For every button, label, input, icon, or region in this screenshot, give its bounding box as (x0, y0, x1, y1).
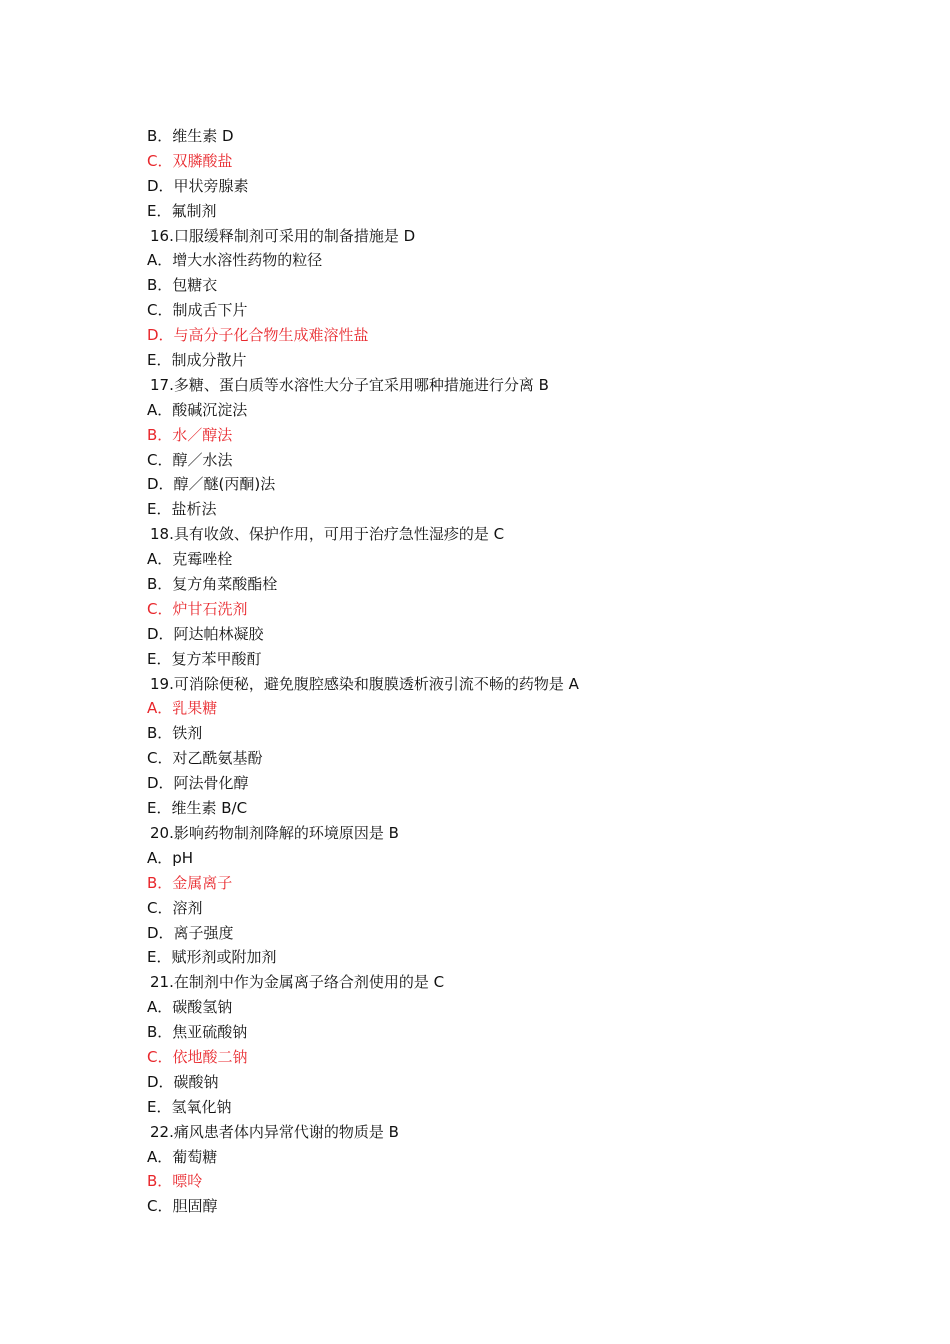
answer-option: E．氟制剂 (147, 201, 217, 220)
question-text: 16.口服缓释制剂可采用的制备措施是 D (150, 226, 416, 245)
correct-answer-option: C．依地酸二钠 (147, 1047, 248, 1066)
correct-answer-option: B．金属离子 (147, 873, 233, 892)
answer-option: E．赋形剂或附加剂 (147, 948, 277, 967)
answer-option: C．胆固醇 (147, 1197, 218, 1216)
answer-option: A．葡萄糖 (147, 1147, 218, 1166)
answer-option: C．制成舌下片 (147, 301, 248, 320)
question-text: 21.在制剂中作为金属离子络合剂使用的是 C (150, 973, 445, 992)
answer-option: B．复方角菜酸酯栓 (147, 575, 278, 594)
answer-option: D．离子强度 (147, 923, 234, 942)
answer-option: B．铁剂 (147, 724, 203, 743)
question-text: 22.痛风患者体内异常代谢的物质是 B (150, 1122, 399, 1141)
answer-option: A．增大水溶性药物的粒径 (147, 251, 323, 270)
question-text: 20.影响药物制剂降解的环境原因是 B (150, 823, 399, 842)
answer-option: D．阿法骨化醇 (147, 774, 249, 793)
answer-option: E．复方苯甲酸酊 (147, 649, 262, 668)
answer-option: E．盐析法 (147, 500, 217, 519)
correct-answer-option: C．双膦酸盐 (147, 151, 233, 170)
correct-answer-option: B．嘌呤 (147, 1172, 203, 1191)
question-text: 19.可消除便秘，避免腹腔感染和腹膜透析液引流不畅的药物是 A (150, 674, 579, 693)
answer-option: E．制成分散片 (147, 351, 247, 370)
correct-answer-option: B．水／醇法 (147, 425, 233, 444)
answer-option: D．阿达帕林凝胶 (147, 624, 264, 643)
answer-option: E．氢氧化钠 (147, 1097, 232, 1116)
answer-option: A．碳酸氢钠 (147, 998, 233, 1017)
correct-answer-option: C．炉甘石洗剂 (147, 599, 248, 618)
answer-option: C．溶剂 (147, 898, 203, 917)
question-text: 18.具有收敛、保护作用，可用于治疗急性湿疹的是 C (150, 525, 505, 544)
answer-option: D．甲状旁腺素 (147, 176, 249, 195)
answer-option: C．醇／水法 (147, 450, 233, 469)
answer-option: D．醇／醚(丙酮)法 (147, 475, 276, 494)
answer-option: B．维生素 D (147, 127, 234, 145)
answer-option: E．维生素 B/C (147, 799, 248, 818)
answer-option: A．酸碱沉淀法 (147, 400, 248, 419)
question-text: 17.多糖、蛋白质等水溶性大分子宜采用哪种措施进行分离 B (150, 375, 549, 394)
answer-option: A．克霉唑栓 (147, 550, 233, 569)
answer-option: A．pH (147, 848, 194, 867)
correct-answer-option: A．乳果糖 (147, 699, 218, 718)
answer-option: B．包糖衣 (147, 276, 218, 295)
correct-answer-option: D．与高分子化合物生成难溶性盐 (147, 326, 369, 345)
answer-option: D．碳酸钠 (147, 1072, 219, 1091)
question-list (147, 124, 847, 1219)
answer-option: C．对乙酰氨基酚 (147, 749, 263, 768)
answer-option: B．焦亚硫酸钠 (147, 1023, 248, 1042)
